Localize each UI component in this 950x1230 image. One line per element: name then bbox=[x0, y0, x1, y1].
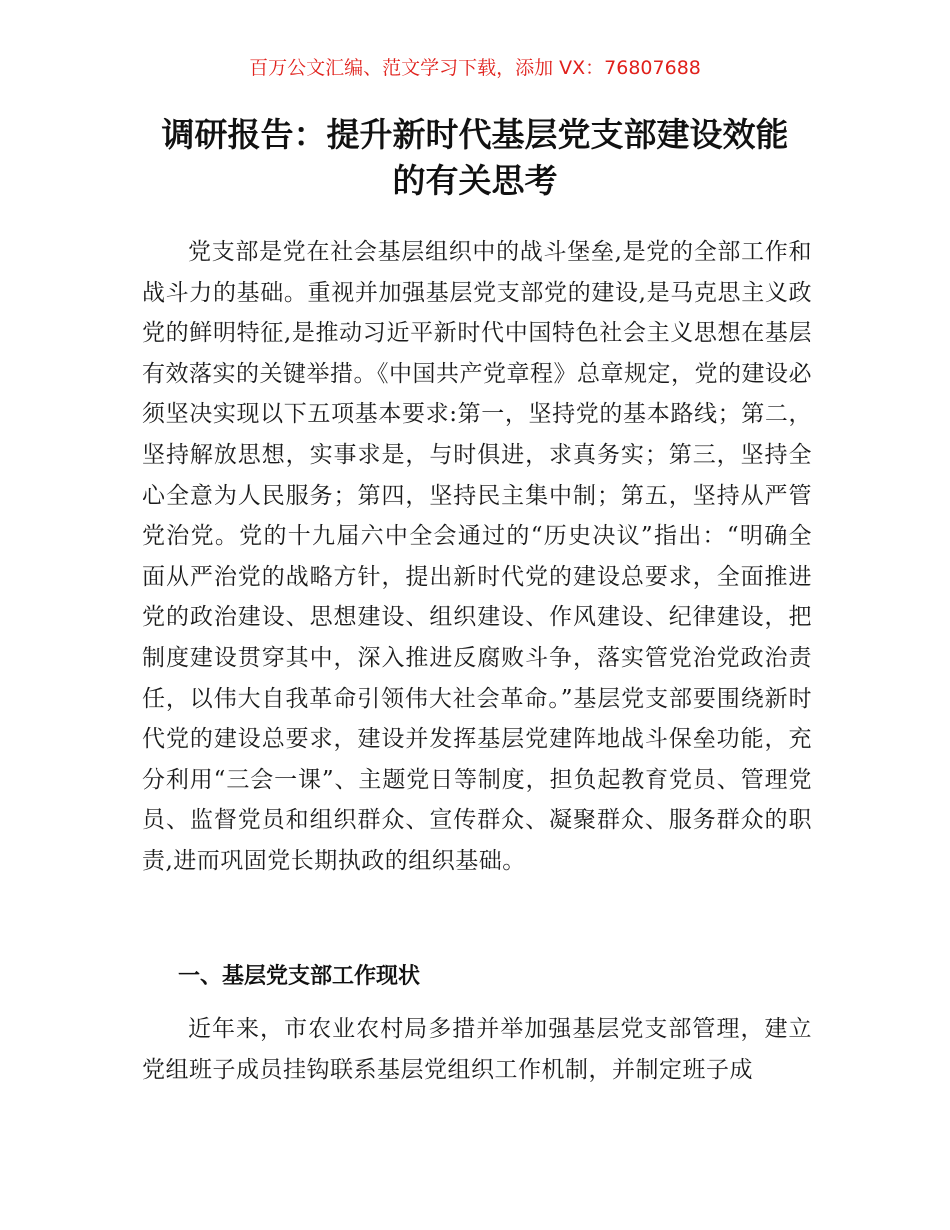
section-heading: 一、基层党支部工作现状 bbox=[178, 964, 421, 989]
document-title bbox=[120, 112, 830, 204]
title-line-2: 的有关思考 bbox=[392, 161, 558, 200]
paragraph-intro: 党支部是党在社会基层组织中的战斗堡垒,是党的全部工作和战斗力的基础。重视并加强基层党支部党的建设,是马克思主义政党的鲜明特征,是推动习近平新时代中国特色社会主义思想在基层有效落实的关键举措。《中国共产党章程》总章规定，党的建设必须坚决实现以下五项基本要求:第一，坚持党的基本路线；第二，坚持解放思想，实事求是，与时俱进，求真务实；第三，坚持全心全意为人民服务；第四，坚持民主集中制；第五，坚持从严管党治党。党的十九届六中全会通过的“历史决议”指出：“明确全面从严治党的战略方针，提出新时代党的建设总要求，全面推进党的政治建设、思想建设、组织建设、作风建设、纪律建设，把制度建设贯穿其中，深入推进反腐败斗争，落实管党治党政治责任，以伟大自我革命引领伟大社会革命。”基层党支部要围绕新时代党的建设总要求，建设并发挥基层党建阵地战斗保垒功能，充分利用“三会一课”、主题党日等制度，担负起教育党员、管理党员、监督党员和组织群众、宣传群众、凝聚群众、服务群众的职责,进而巩固党长期执政的组织基础。 bbox=[142, 239, 812, 874]
title-line-1: 调研报告：提升新时代基层党支部建设效能 bbox=[161, 115, 789, 154]
paragraph-section-1: 近年来，市农业农村局多措并举加强基层党支部管理，建立党组班子成员挂钩联系基层党组织工作机制，并制定班子成 bbox=[142, 1016, 812, 1083]
watermark-header: 百万公文汇编、范文学习下载，添加 VX：76807688 bbox=[249, 57, 701, 79]
